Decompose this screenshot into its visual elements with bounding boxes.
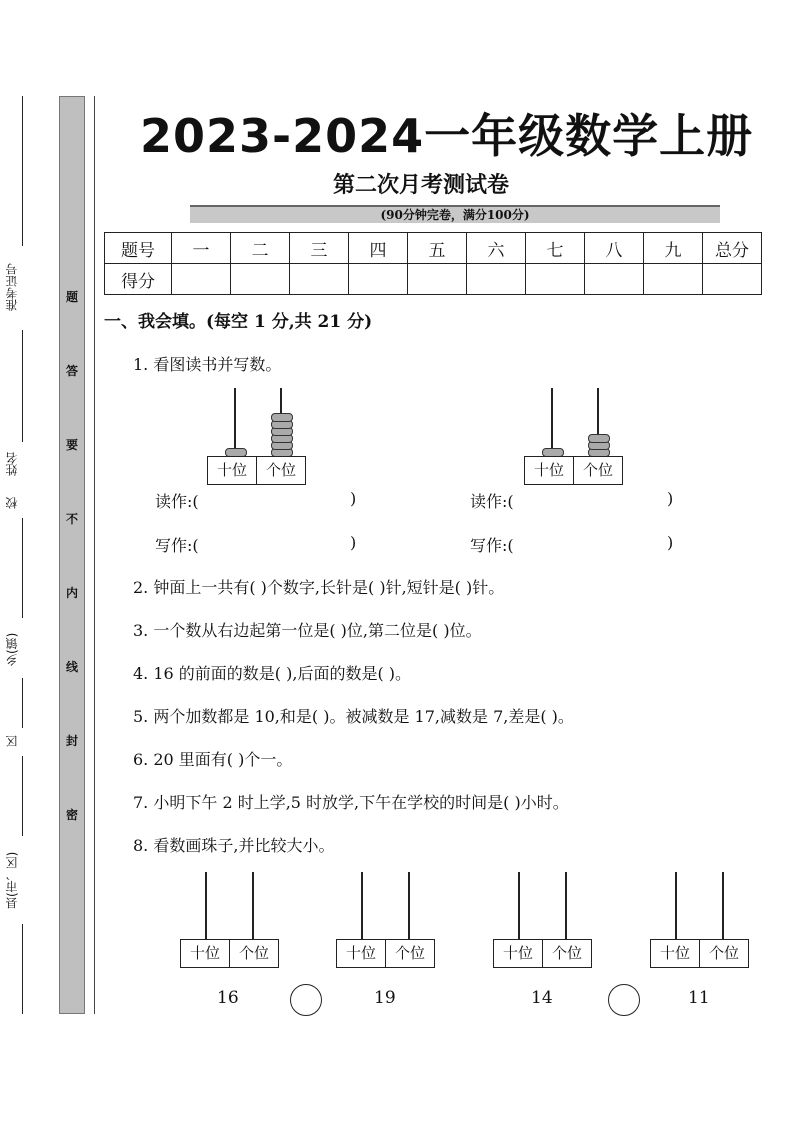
score-row-label: 得分 [105,264,172,295]
seal-char: 不 [65,512,78,526]
number-label: 11 [688,988,710,1008]
score-table [104,232,762,295]
abacus-rod-tens [675,872,677,942]
abacus-figure-2 [524,388,624,488]
score-cell: 一 [172,233,231,264]
score-input-cell[interactable] [408,264,467,295]
seal-char: 密 [65,808,78,822]
binding-line [22,756,23,836]
score-cell: 四 [349,233,408,264]
seal-char: 线 [65,660,78,674]
abacus-bead [588,434,610,443]
abacus-label-tens: 十位 [189,944,220,962]
abacus-rod-tens [518,872,520,942]
question-6: 6. 20 里面有( )个一。 [133,750,293,769]
score-input-cell[interactable] [585,264,644,295]
seal-bar [59,96,85,1014]
abacus-base [650,939,749,968]
binding-field-school: 校 [5,497,19,509]
abacus-rod-ones [565,872,567,942]
binding-field-county: 县(市、区) [5,851,19,909]
empty-abacus-3[interactable] [493,872,593,972]
write-close-2: ) [667,533,674,552]
write-label-2: 写作:( [470,536,514,555]
score-table-header-row [105,233,762,264]
question-1: 1. 看图读书并写数。 [133,355,282,374]
abacus-label-ones: 个位 [229,940,278,967]
score-input-cell[interactable] [703,264,762,295]
score-input-cell[interactable] [231,264,290,295]
abacus-rod-ones [408,872,410,942]
score-cell: 五 [408,233,467,264]
question-7: 7. 小明下午 2 时上学,5 时放学,下午在学校的时间是( )小时。 [133,793,569,812]
empty-abacus-4[interactable] [650,872,750,972]
binding-line [22,678,23,728]
abacus-label-ones: 个位 [542,940,591,967]
write-label-1: 写作:( [155,536,199,555]
read-close-1: ) [350,489,357,508]
score-input-cell[interactable] [172,264,231,295]
abacus-base [524,456,623,485]
score-cell: 六 [467,233,526,264]
abacus-label-tens: 十位 [216,461,247,479]
abacus-label-tens: 十位 [659,944,690,962]
section-title: 一、我会填。(每空 1 分,共 21 分) [104,312,373,332]
abacus-label-tens: 十位 [345,944,376,962]
abacus-label-ones: 个位 [256,457,305,484]
page-subtitle: 第二次月考测试卷 [332,172,509,198]
seal-char: 题 [65,290,78,304]
score-cell: 七 [526,233,585,264]
abacus-label-ones: 个位 [699,940,748,967]
number-label: 19 [374,988,396,1008]
score-cell: 二 [231,233,290,264]
abacus-rod-tens [361,872,363,942]
abacus-label-tens: 十位 [502,944,533,962]
binding-line [22,330,23,442]
abacus-label-ones: 个位 [573,457,622,484]
score-input-cell[interactable] [467,264,526,295]
number-label: 16 [217,988,239,1008]
abacus-label-tens: 十位 [533,461,564,479]
seal-char: 内 [65,586,78,600]
abacus-bead [271,413,293,422]
read-close-2: ) [667,489,674,508]
score-input-cell[interactable] [526,264,585,295]
compare-circle[interactable] [290,984,322,1016]
score-cell: 九 [644,233,703,264]
question-8: 8. 看数画珠子,并比较大小。 [133,836,335,855]
score-input-cell[interactable] [644,264,703,295]
question-2: 2. 钟面上一共有( )个数字,长针是( )针,短针是( )针。 [133,578,505,597]
question-3: 3. 一个数从右边起第一位是( )位,第二位是( )位。 [133,621,482,640]
read-label-2: 读作:( [470,492,514,511]
abacus-base [207,456,306,485]
read-label-1: 读作:( [155,492,199,511]
abacus-rod-tens [205,872,207,942]
binding-field-name: 姓名 [5,452,19,476]
page-title: 2023-2024一年级数学上册 [140,109,754,163]
score-input-cell[interactable] [290,264,349,295]
abacus-rod-ones [252,872,254,942]
binding-field-exam-id: 准考证号 [5,263,19,311]
score-cell: 总分 [703,233,762,264]
seal-char: 要 [65,438,78,452]
score-table-score-row [105,264,762,295]
seal-line [94,96,95,1014]
abacus-figure-1 [207,388,307,488]
score-input-cell[interactable] [349,264,408,295]
binding-field-district: 区 [5,735,19,747]
score-cell: 八 [585,233,644,264]
score-cell: 题号 [105,233,172,264]
empty-abacus-1[interactable] [180,872,280,972]
seal-char: 答 [65,364,78,378]
compare-circle[interactable] [608,984,640,1016]
binding-line [22,924,23,1014]
seal-char: 封 [65,734,78,748]
question-5: 5. 两个加数都是 10,和是( )。被减数是 17,减数是 7,差是( )。 [133,707,574,726]
exam-note: (90分钟完卷，满分100分) [380,208,530,222]
score-cell: 三 [290,233,349,264]
abacus-base [180,939,279,968]
abacus-label-ones: 个位 [385,940,434,967]
number-label: 14 [531,988,553,1008]
empty-abacus-2[interactable] [336,872,436,972]
abacus-rod-ones [722,872,724,942]
abacus-base [336,939,435,968]
binding-field-town: 乡(镇) [5,632,19,666]
question-4: 4. 16 的前面的数是( ),后面的数是( )。 [133,664,412,683]
write-close-1: ) [350,533,357,552]
binding-line [22,518,23,618]
abacus-base [493,939,592,968]
